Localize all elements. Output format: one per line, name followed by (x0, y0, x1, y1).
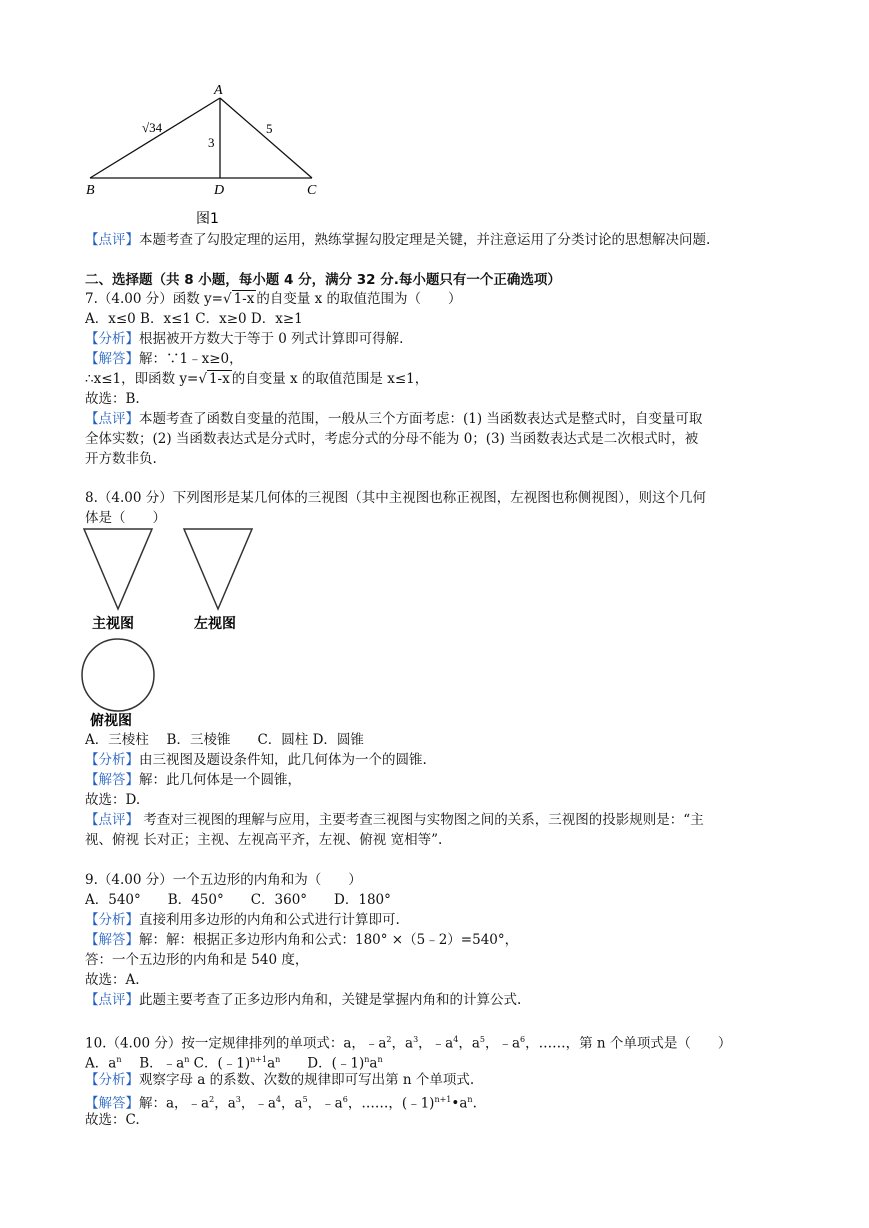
label-ac: 5 (266, 121, 273, 136)
q8-options: A．三棱柱 B．三棱锥 C．圆柱 D．圆锥 (85, 732, 364, 748)
q8-comment-l2: 视、俯视 长对正；主视、左视高平齐，左视、俯视 宽相等”. (85, 832, 443, 848)
q9-answer-l2: 答：一个五边形的内角和是 540 度， (85, 952, 309, 968)
q7-stem: 7.（4.00 分）函数 y=√ 1-x 的自变量 x 的取值范围为（ ） (85, 291, 462, 307)
q8-answer: 【解答】解：此几何体是一个圆锥， (85, 772, 301, 788)
side-ac (220, 98, 312, 178)
figure-caption: 图1 (196, 211, 219, 227)
label-a: A (214, 83, 223, 98)
q10-analysis: 【分析】观察字母 a 的系数、次数的规律即可写出第 n 个单项式. (85, 1072, 475, 1088)
sqrt-symbol: √ 1-x (222, 291, 255, 307)
left-view-label: 左视图 (194, 616, 236, 632)
label-ab: √34 (142, 120, 163, 135)
q9-choice: 故选：A. (85, 972, 140, 988)
label-c: C (307, 183, 317, 198)
q7-comment-l3: 开方数非负. (85, 451, 157, 467)
q8-stem: 8.（4.00 分）下列图形是某几何体的三视图（其中主视图也称正视图，左视图也称侧视图），则这个几何 (85, 490, 706, 506)
left-view-triangle (184, 529, 252, 609)
side-ab (90, 98, 220, 178)
front-view-label: 主视图 (92, 616, 134, 632)
q8-stem-l2: 体是（ ） (85, 510, 166, 526)
top-view-label: 俯视图 (90, 713, 132, 729)
q7-answer: 【解答】解：∵1﹣x≥0， (85, 351, 243, 367)
q7-answer-l2: ∴x≤1，即函数 y=√ 1-x 的自变量 x 的取值范围是 x≤1， (85, 371, 429, 387)
q7-comment-l2: 全体实数；(2) 当函数表达式是分式时，考虑分式的分母不能为 0；(3) 当函数表达式是二次根式时，被 (85, 431, 699, 447)
q7-choice: 故选：B. (85, 391, 140, 407)
q8-comment: 【点评】 考查对三视图的理解与应用，主要考查三视图与实物图之间的关系，三视图的投影规则是：“主 (85, 812, 704, 828)
q9-stem: 9.（4.00 分）一个五边形的内角和为（ ） (85, 872, 362, 888)
triangle-figure (80, 80, 340, 230)
q10-answer: 【解答】解：a，$﹣a^2$，$a^3$，$﹣a^4$，$a^5$，$﹣a^6$，……，$(﹣1)^{n+1}•a^n$. (85, 1095, 477, 1112)
q8-choice: 故选：D. (85, 792, 141, 808)
q10-stem: 10.（4.00 分）按一定规律排列的单项式：a，$﹣a^2$，$a^3$，$﹣a^4$，$a^5$，$﹣a^6$，……，第 n 个单项式是（ ） (85, 1035, 732, 1052)
three-views-figure (80, 525, 270, 735)
q9-analysis: 【分析】直接利用多边形的内角和公式进行计算即可. (85, 912, 400, 928)
q10-choice: 故选：C. (85, 1112, 140, 1128)
label-d: D (214, 183, 225, 198)
q6-comment: 【点评】本题考查了勾股定理的运用，熟练掌握勾股定理是关键，并注意运用了分类讨论的思想解决问题. (85, 232, 711, 248)
q9-answer: 【解答】解：解：根据正多边形内角和公式：180° ×（5﹣2）=540°， (85, 932, 519, 948)
q7-comment: 【点评】本题考查了函数自变量的范围，一般从三个方面考虑：(1) 当函数表达式是整式时，自变量可取 (85, 411, 703, 427)
top-view-circle (82, 639, 154, 711)
label-b: B (86, 183, 95, 198)
label-ad: 3 (208, 135, 215, 150)
q7-options: A．x≤0 B．x≤1 C．x≥0 D．x≥1 (85, 311, 303, 327)
q9-options: A．540° B．450° C．360° D．180° (85, 892, 391, 908)
q9-comment: 【点评】此题主要考查了正多边形内角和，关键是掌握内角和的计算公式. (85, 992, 522, 1008)
front-view-triangle (84, 529, 152, 609)
q7-analysis: 【分析】根据被开方数大于等于 0 列式计算即可得解. (85, 331, 404, 347)
q10-options: A．$a^n$ B．$﹣a^n$ C．$(﹣1)^{n+1}a^n$ D．$(﹣1)^na^n$ (85, 1055, 383, 1072)
sqrt-symbol: √ 1-x (198, 371, 230, 387)
q8-analysis: 【分析】由三视图及题设条件知，此几何体为一个的圆锥. (85, 752, 427, 768)
section-title: 二、选择题（共 8 小题，每小题 4 分，满分 32 分.每小题只有一个正确选项） (85, 272, 561, 288)
